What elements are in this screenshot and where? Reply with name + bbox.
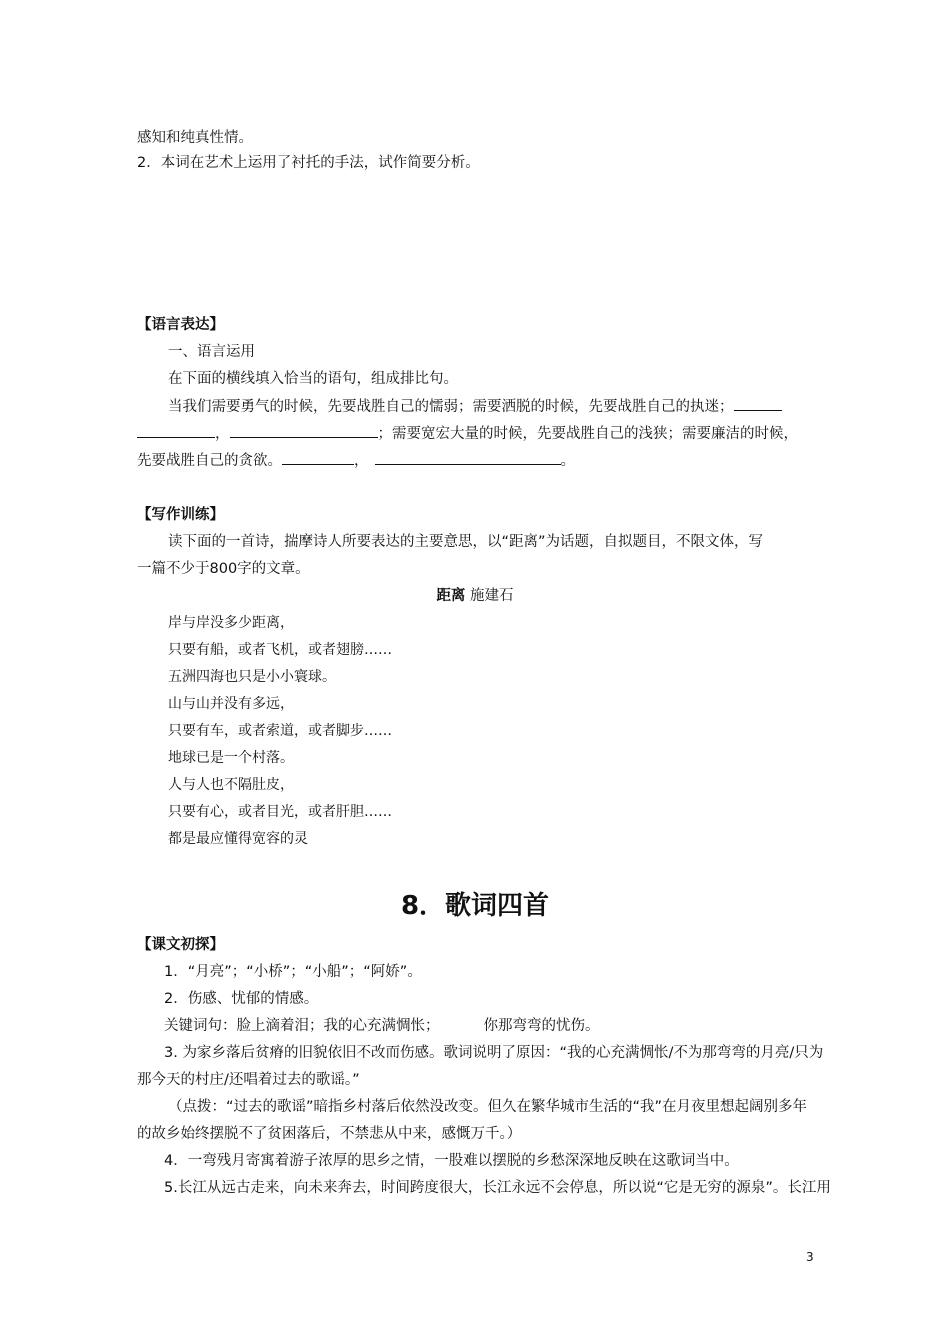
poem-line: 只要有心，或者目光，或者肝胆…… [168, 804, 392, 820]
answer-2: 2．伤感、忧郁的情感。 [164, 991, 319, 1007]
keywords-label: 关键词句：脸上滴着泪；我的心充满惆怅； [164, 1018, 440, 1034]
poem-line: 只要有船，或者飞机，或者翅膀…… [168, 642, 392, 658]
section-heading-text-study: 【课文初探】 [137, 937, 224, 953]
poem-title-line [0, 586, 950, 606]
chapter-title: 8．歌词四首 [400, 891, 550, 921]
fill-blank[interactable] [282, 450, 354, 465]
poem-author: 施建石 [470, 588, 514, 604]
question-2: 2．本词在艺术上运用了衬托的手法，试作简要分析。 [137, 155, 480, 171]
subheading-language-use: 一、语言运用 [168, 344, 255, 360]
text-line: 感知和纯真性情。 [137, 130, 253, 146]
period-text: 。 [560, 453, 575, 469]
poem-line: 地球已是一个村落。 [168, 750, 294, 766]
page-number: 3 [806, 1250, 814, 1264]
comma-text: ， [354, 453, 369, 469]
paragraph-line [137, 423, 798, 444]
poem-line: 都是最应懂得宽容的灵 [168, 831, 308, 847]
section-heading-writing: 【写作训练】 [137, 507, 224, 523]
poem-line: 五洲四海也只是小小寰球。 [168, 669, 336, 685]
answer-3: 3. 为家乡落后贫瘠的旧貌依旧不改而伤感。歌词说明了原因：“我的心充满惆怅/不为那弯弯的月亮/只为 [164, 1045, 824, 1061]
poem-line: 山与山并没有多远， [168, 696, 294, 712]
fill-blank[interactable] [137, 423, 215, 438]
paragraph-text: 当我们需要勇气的时候，先要战胜自己的懦弱；需要洒脱的时候，先要战胜自己的执迷； [168, 399, 734, 415]
instruction-text: 在下面的横线填入恰当的语句，组成排比句。 [168, 371, 458, 387]
writing-prompt: 一篇不少于800字的文章。 [137, 561, 310, 577]
section-heading-language: 【语言表达】 [137, 317, 224, 333]
keywords-line [164, 1016, 600, 1036]
fill-blank[interactable] [734, 396, 782, 411]
paragraph-text: 先要战胜自己的贪欲。 [137, 453, 282, 469]
answer-3-cont: 那今天的村庄/还唱着过去的歌谣。” [137, 1072, 360, 1088]
paragraph-text: ；需要宽宏大量的时候，先要战胜自己的浅狭；需要廉洁的时候， [377, 426, 798, 442]
note-line-cont: 的故乡始终摆脱不了贫困落后，不禁悲从中来，感慨万千。） [137, 1126, 522, 1142]
fill-blank[interactable] [375, 450, 561, 465]
comma-text: ， [215, 426, 230, 442]
note-line: （点拨：“过去的歌谣”暗指乡村落后依然没改变。但久在繁华城市生活的“我”在月夜里想起阔别多年 [168, 1099, 808, 1115]
poem-title: 距离 [436, 588, 466, 604]
fill-blank[interactable] [230, 423, 378, 438]
paragraph-line [137, 450, 575, 471]
poem-line: 人与人也不隔肚皮， [168, 777, 294, 793]
paragraph-line [168, 396, 782, 417]
answer-1: 1．“月亮”；“小桥”；“小船”；“阿娇”。 [164, 964, 422, 980]
keywords-tail: 你那弯弯的忧伤。 [483, 1018, 600, 1034]
poem-line: 岸与岸没多少距离， [168, 615, 294, 631]
answer-5: 5.长江从远古走来，向未来奔去，时间跨度很大，长江永远不会停息，所以说“它是无穷的源泉”。长江用 [164, 1180, 831, 1196]
answer-4: 4．一弯残月寄寓着游子浓厚的思乡之情，一股难以摆脱的乡愁深深地反映在这歌词当中。 [164, 1153, 739, 1169]
writing-prompt: 读下面的一首诗，揣摩诗人所要表达的主要意思，以“距离”为话题，自拟题目，不限文体，写 [168, 534, 764, 550]
poem-line: 只要有车，或者索道，或者脚步…… [168, 723, 392, 739]
